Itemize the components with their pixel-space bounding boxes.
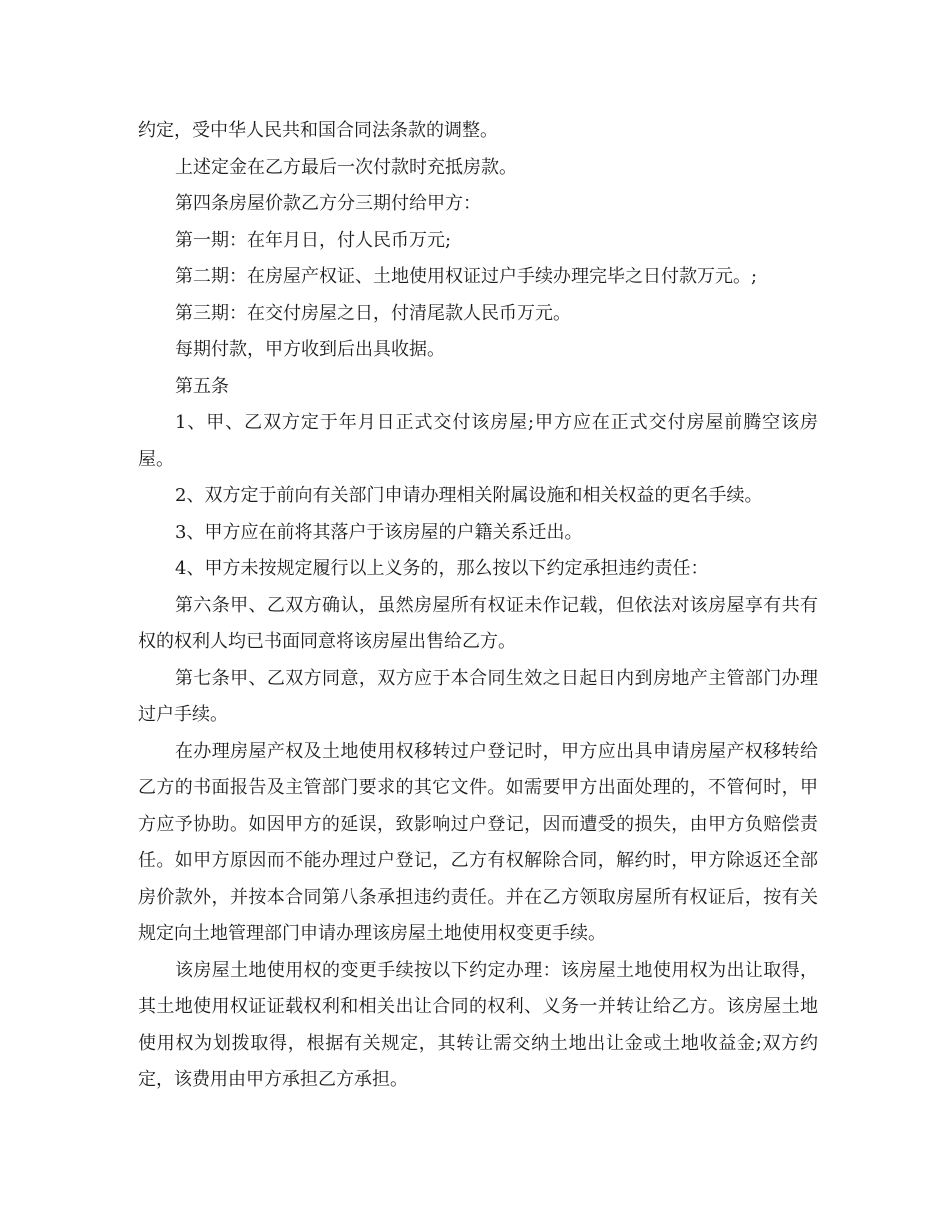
document-body [138, 113, 818, 1099]
paragraph-installment-2: 第二期：在房屋产权证、土地使用权证过户手续办理完毕之日付款万元。; [175, 266, 758, 287]
paragraph-continuation: 约定，受中华人民共和国合同法条款的调整。 [138, 120, 498, 141]
paragraph-article-6: 第六条甲、乙双方确认，虽然房屋所有权证未作记载，但依法对该房屋享有共有权的权利人均已书面同意将该房屋出售给乙方。 [138, 594, 818, 652]
paragraph-deposit: 上述定金在乙方最后一次付款时充抵房款。 [175, 156, 517, 178]
paragraph-item-2: 2、双方定于前向有关部门申请办理相关附属设施和相关权益的更名手续。 [175, 485, 763, 506]
paragraph-transfer-registration: 在办理房屋产权及土地使用权移转过户登记时，甲方应出具申请房屋产权移转给乙方的书面报告及主管部门要求的其它文件。如需要甲方出面处理的，不管何时，甲方应予协助。如因甲方的延误，致影响过户登记，因而遭受的损失，由甲方负赔偿责任。如甲方原因而不能办理过户登记，乙方有权解除合同，解约时，甲方除返还全部房价款外，并按本合同第八条承担违约责任。并在乙方领取房屋所有权证后，按有关规定向土地管理部门申请办理该房屋土地使用权变更手续。 [138, 740, 818, 944]
paragraph-receipt: 每期付款，甲方收到后出具收据。 [175, 339, 445, 360]
paragraph-article-7: 第七条甲、乙双方同意，双方应于本合同生效之日起日内到房地产主管部门办理过户手续。 [138, 667, 818, 725]
paragraph-installment-1: 第一期：在年月日，付人民币万元; [175, 229, 452, 251]
paragraph-installment-3: 第三期：在交付房屋之日，付清尾款人民币万元。 [175, 302, 571, 324]
paragraph-article-4: 第四条房屋价款乙方分三期付给甲方： [175, 193, 481, 214]
paragraph-item-3: 3、甲方应在前将其落户于该房屋的户籍关系迁出。 [175, 521, 583, 543]
paragraph-article-5: 第五条 [175, 375, 229, 397]
paragraph-item-4: 4、甲方未按规定履行以上义务的，那么按以下约定承担违约责任： [175, 558, 709, 579]
paragraph-land-use-rights: 该房屋土地使用权的变更手续按以下约定办理：该房屋土地使用权为出让取得，其土地使用权证证载权利和相关出让合同的权利、义务一并转让给乙方。该房屋土地使用权为划拨取得，根据有关规定，其转让需交纳土地出让金或土地收益金;双方约定，该费用由甲方承担乙方承担。 [138, 959, 818, 1090]
paragraph-item-1: 1、甲、乙双方定于年月日正式交付该房屋;甲方应在正式交付房屋前腾空该房屋。 [138, 412, 818, 470]
